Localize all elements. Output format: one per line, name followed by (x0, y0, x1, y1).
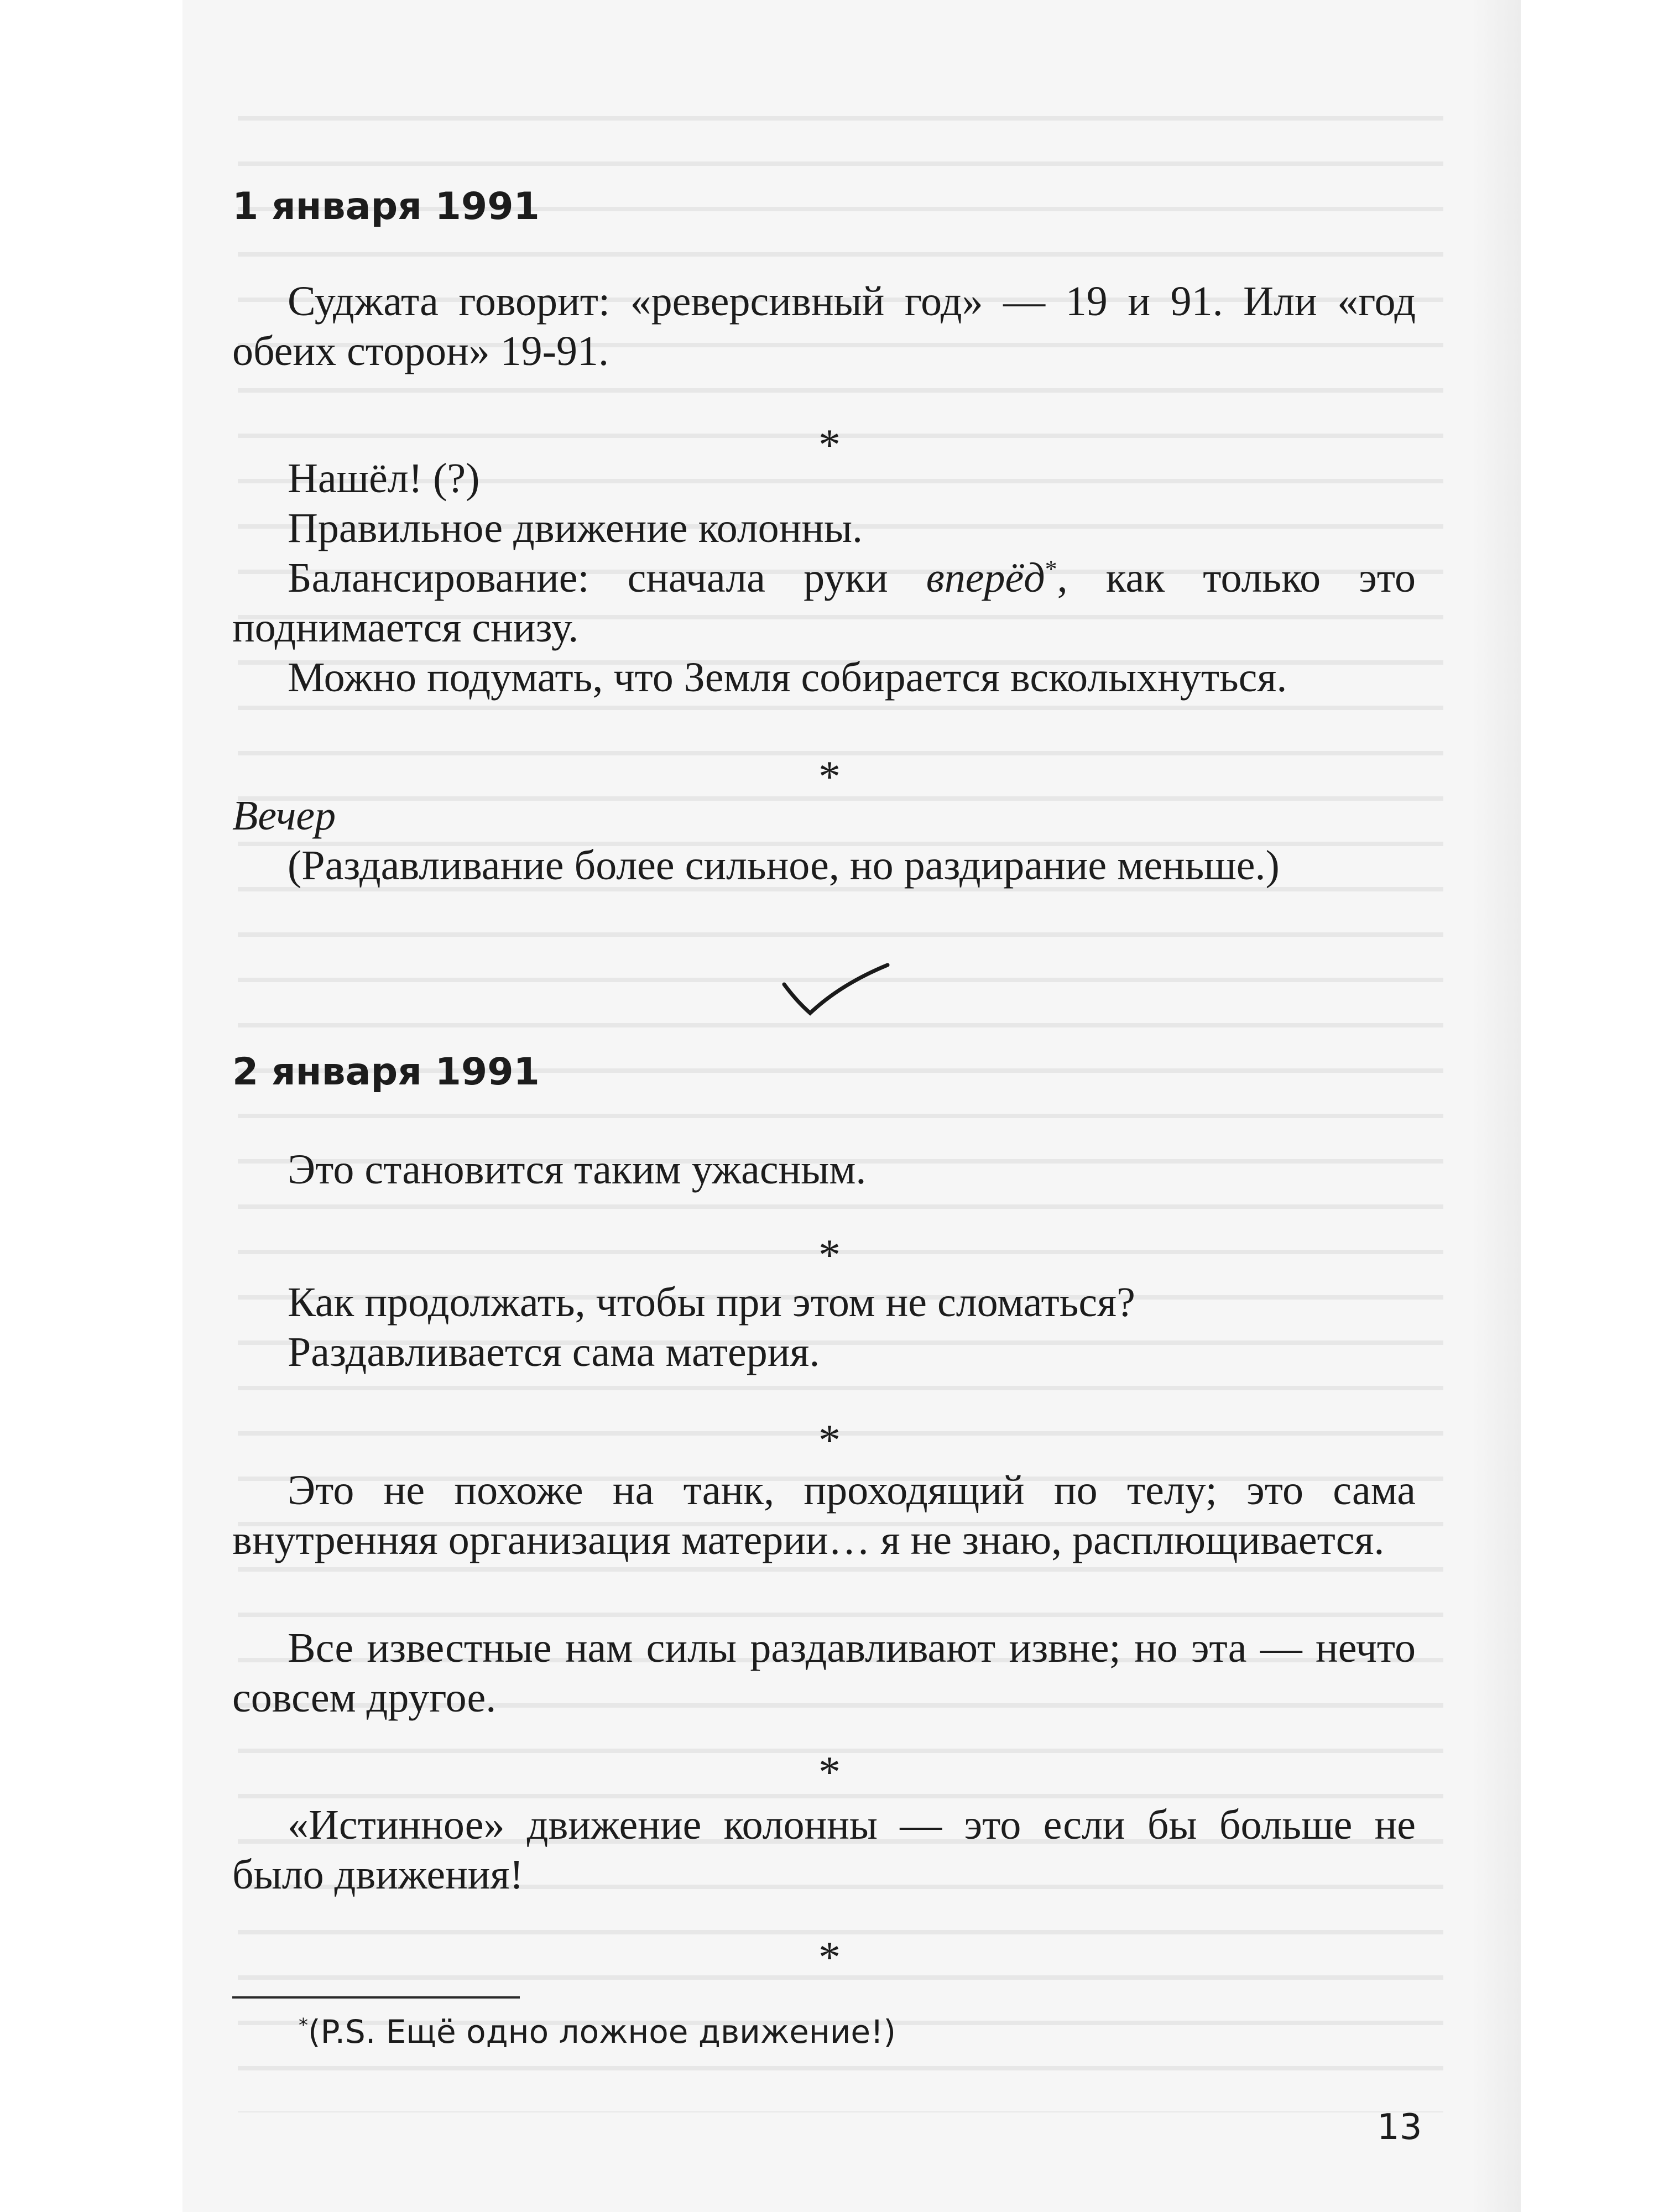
emphasis: вперёд (926, 555, 1045, 601)
paragraph: Суджата говорит: «реверсивный год» — 19 и 91. Или «год обеих сторон» 19-91. (232, 278, 1416, 374)
handwritten-check-mark (780, 962, 890, 1023)
paragraph: Все известные нам силы раздавливают извне; но эта — нечто совсем другое. (232, 1625, 1416, 1721)
paragraph: «Истинное» движение колонны — это если бы больше не было движения! (232, 1802, 1416, 1898)
paragraph: Можно подумать, что Земля собирается всколыхнуться. (288, 654, 1287, 701)
section-separator: * (818, 421, 841, 469)
page-number: 13 (1377, 2107, 1422, 2148)
paragraph: Раздавливается сама материя. (288, 1329, 820, 1375)
footnote-rule (232, 1996, 520, 1999)
section-separator: * (818, 1231, 841, 1280)
text-run: Балансирование: сначала руки (288, 555, 926, 601)
paragraph: Нашёл! (?) (288, 455, 480, 502)
paragraph: Это не похоже на танк, проходящий по телу; это сама внутренняя организация материи… я не знаю, расплющивается. (232, 1467, 1416, 1563)
footnote-mark: * (299, 2014, 308, 2037)
paragraph-with-footnote (232, 553, 1416, 653)
section-separator: * (818, 753, 841, 801)
text-run: , как только это поднимается снизу. (232, 555, 1416, 651)
footnote (299, 2013, 896, 2051)
entry-date-heading: 2 января 1991 (232, 1050, 540, 1094)
page-edge-shadow (1471, 0, 1521, 2212)
section-separator: * (818, 1933, 841, 1982)
paragraph: Правильное движение колонны. (288, 505, 863, 551)
section-separator: * (818, 1748, 841, 1797)
section-separator: * (818, 1416, 841, 1465)
footnote-mark: * (1045, 555, 1057, 583)
entry-date-heading: 1 января 1991 (232, 185, 540, 228)
footnote-text: (P.S. Ещё одно ложное движение!) (308, 2013, 896, 2051)
paragraph: Это становится таким ужасным. (288, 1146, 867, 1193)
paragraph: Как продолжать, чтобы при этом не сломаться? (288, 1279, 1135, 1326)
page-content (232, 0, 1422, 2212)
paragraph: (Раздавливание более сильное, но раздирание меньше.) (288, 842, 1280, 889)
evening-label: Вечер (232, 792, 336, 839)
